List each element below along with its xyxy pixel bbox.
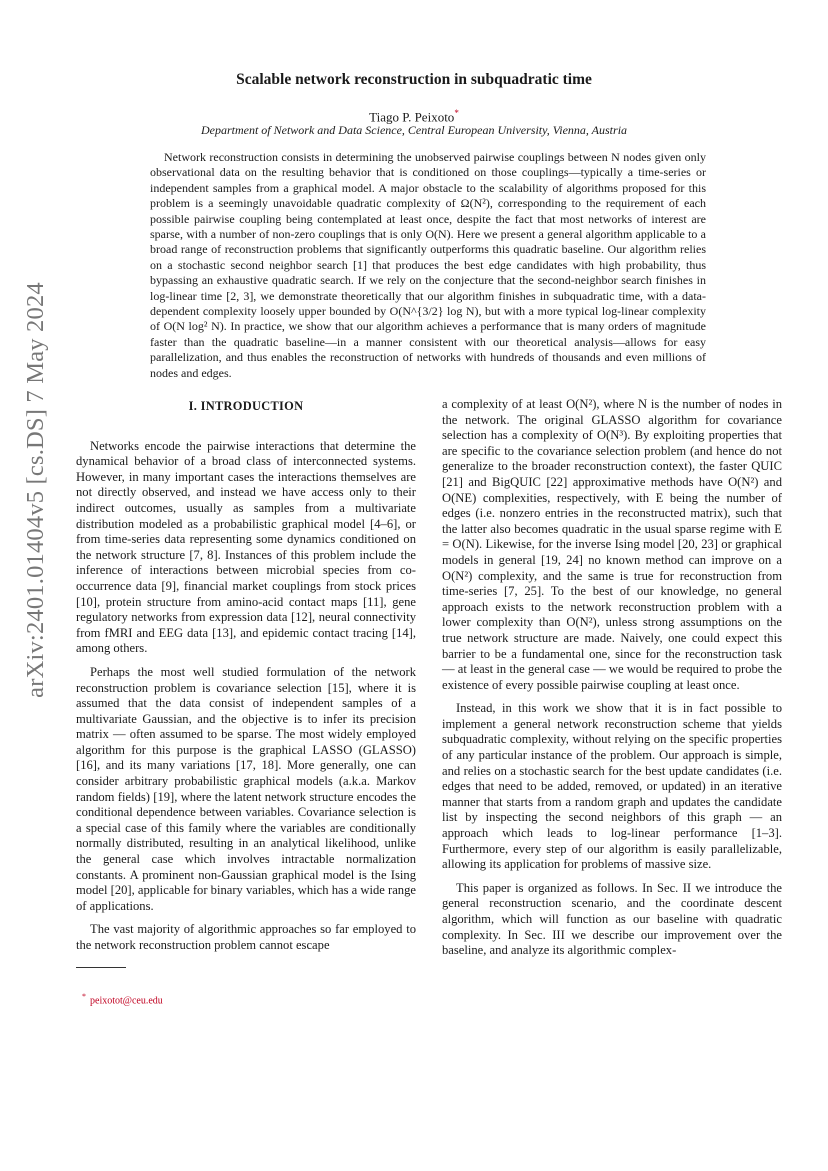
paper-title: Scalable network reconstruction in subquadratic time <box>236 71 592 88</box>
affiliation: Department of Network and Data Science, Central European University, Vienna, Austria <box>200 123 628 137</box>
right-column <box>442 397 782 967</box>
intro-paragraph-1: Networks encode the pairwise interactions that determine the dynamical behavior of a broad class of interconnected systems. However, in many important cases the interactions themselves are not directly observed, and instead we have access only to their indirect outcomes, usually as samples from a multivariate distribution modeled as a probabilistic graphical model [4–6], or from time-series data representing some dynamics conditioned on the network structure [7, 8]. Instances of this problem include the inference of interactions between microbial species from co-occurrence data [9], financial market couplings from stock prices [10], protein structure from amino-acid contact maps [11], gene regulatory networks from expression data [12], neural connectivity from fMRI and EEG data [13], and epidemic contact tracing [14], among others. <box>76 438 416 656</box>
left-column <box>76 395 416 962</box>
intro-paragraph-3-continued: a complexity of at least O(N²), where N is the number of nodes in the network. The original GLASSO algorithm for covariance selection has a complexity of O(N³). By exploiting properties that are specific to the covariance selection problem (and hence do not generalize to the broader reconstruction context), the faster QUIC [21] and BigQUIC [22] approximative methods have O(N²) and O(NE) complexities, respectively, with E being the number of edges (i.e. nonzero entries in the reconstructed matrix), such that the latter also becomes quadratic in the usual sparse regime with E = O(N). Likewise, for the inverse Ising model [20, 23] or graphical models in general [19, 24] no known method can improve on a O(N²) complexity, and the same is true for reconstruction from time-series [7, 25]. To the best of our knowledge, no general approach exists to the network reconstruction problem with a lower complexity than O(N²), unless strong assumptions on the true network structure are made. Naively, one could expect this barrier to be a fundamental one, since for the reconstruction task — at least in the general case — we would be required to probe the existence of every possible pairwise coupling at least once. <box>442 397 782 692</box>
intro-paragraph-3: The vast majority of algorithmic approaches so far employed to the network reconstruction problem cannot escape <box>76 922 416 952</box>
arxiv-sidebar-stamp <box>14 282 58 698</box>
author-name: Tiago P. Peixoto <box>369 109 455 125</box>
intro-paragraph-2: Perhaps the most well studied formulation of the network reconstruction problem is covariance selection [15], where it is assumed that the data consist of independent samples of a multivariate Gaussian, and the objective is to infer its precision matrix — often assumed to be sparse. The most widely employed algorithm for this purpose is the graphical LASSO (GLASSO) [16], and its many variations [17, 18]. More generally, one can consider arbitrary probabilistic graphical models (a.k.a. Markov random fields) [19], where the latent network structure encodes the conditional dependence between variables. Covariance selection is a special case of this family where the variables are conditionally normally distributed, resulting in an analytical likelihood, unlike the general case which involves intractable normalization constants. A prominent non-Gaussian graphical model is the Ising model [20], applicable for binary variables, which has a wide range of applications. <box>76 664 416 913</box>
arxiv-identifier: arXiv:2401.01404v5 [cs.DS] 7 May 2024 <box>22 282 49 698</box>
footnote-rule <box>76 967 126 968</box>
footnote <box>82 992 163 1006</box>
footnote-mark: * <box>82 992 86 1001</box>
intro-paragraph-5: This paper is organized as follows. In Sec. II we introduce the general reconstruction scenario, and the coordinate descent algorithm, which will function as our baseline with quadratic complexity. In Sec. III we describe our improvement over the baseline, and analyze its algorithmic complex- <box>442 880 782 958</box>
intro-paragraph-4: Instead, in this work we show that it is in fact possible to implement a general network reconstruction scheme that yields subquadratic complexity, without relying on the specific properties of any particular instance of the problem. Our approach is simple, and relies on a stochastic search for the best update candidates (i.e. edges that need to be added, removed, or updated) in an iterative manner that starts from a random graph and updates the candidate list by inspecting the second neighbors of this graph — an approach which leads to log-linear performance [1–3]. Furthermore, every step of our algorithm is easily parallelizable, allowing its application for problems of massive size. <box>442 701 782 872</box>
section-heading-introduction: I. INTRODUCTION <box>188 399 304 413</box>
author-footnote-mark[interactable]: * <box>454 108 459 118</box>
footnote-email-link[interactable]: peixotot@ceu.edu <box>90 995 163 1007</box>
abstract: Network reconstruction consists in determining the unobserved pairwise couplings between N nodes given only observational data on the resulting behavior that is conditioned on those couplings—typically a time-series or independent samples from a graphical model. A major obstacle to the scalability of algorithms proposed for this problem is a seemingly unavoidable quadratic complexity of Ω(N²), corresponding to the requirement of each possible pairwise coupling being contemplated at least once, despite the fact that most networks of interest are sparse, with a number of non-zero couplings that is only O(N). Here we present a general algorithm applicable to a broad range of reconstruction problems that significantly outperforms this quadratic baseline. Our algorithm relies on a stochastic second neighbor search [1] that produces the best edge candidates with high probability, thus bypassing an exhaustive quadratic search. If we rely on the conjecture that the second-neighbor search finishes in log-linear time [2, 3], we demonstrate theoretically that our algorithm finishes in subquadratic time, with a data-dependent complexity loosely upper bounded by O(N^{3/2} log N), but with a more typical log-linear complexity of O(N log² N). In practice, we show that our algorithm achieves a performance that is many orders of magnitude faster than the quadratic baseline—in a manner consistent with our theoretical analysis—allows for easy parallelization, and thus enables the reconstruction of networks with hundreds of thousands and even millions of nodes and edges. <box>150 150 706 380</box>
